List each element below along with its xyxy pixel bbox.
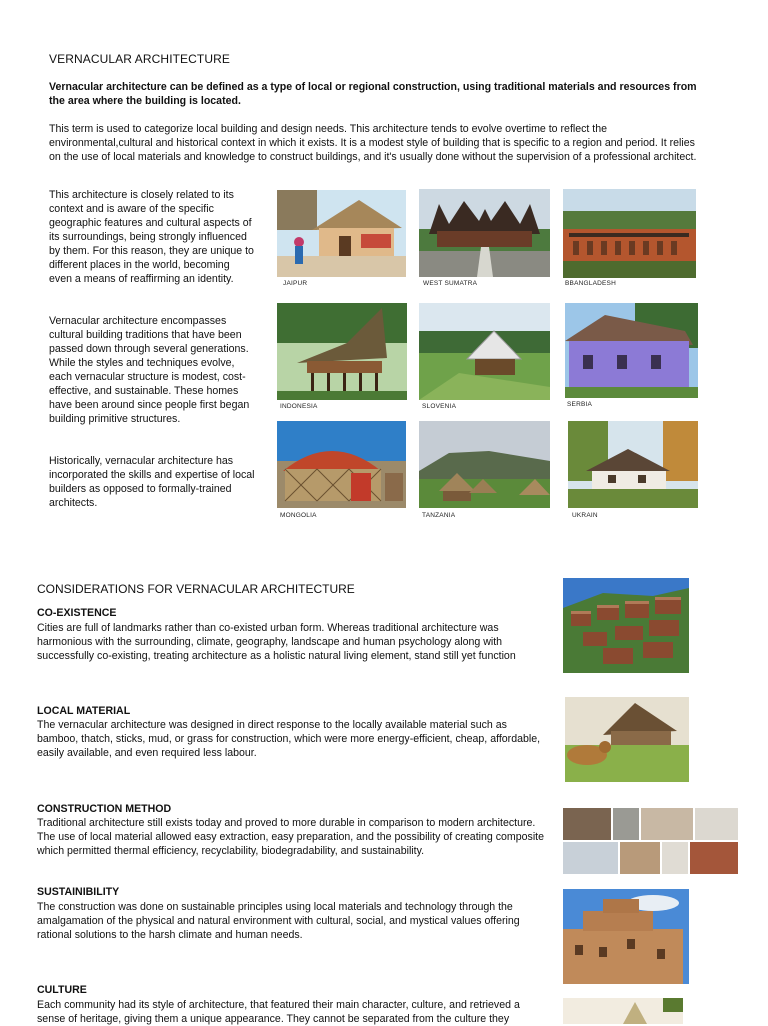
photo-serbia [565,303,698,398]
photo-jaipur [277,190,406,277]
column-paragraph: Vernacular architecture encompasses cultural building traditions that have been passed down through several generations. While the styles and techniques evolve, each vernacular structure is modest, cost-effective, and sustainable. These homes have been around since people first began building primitive structures. [49,315,250,425]
considerations-heading: CONSIDERATIONS FOR VERNACULAR ARCHITECTURE [37,582,355,596]
page-title: VERNACULAR ARCHITECTURE [49,52,230,66]
photo-sustainability [563,889,689,984]
caption-serbia: SERBIA [567,401,593,408]
photo-slovenia [419,303,550,400]
caption-mongolia: MONGOLIA [280,512,317,519]
photo-local-material [565,697,689,782]
section-title-construction-method: CONSTRUCTION METHOD [37,803,172,815]
section-title-culture: CULTURE [37,984,87,996]
photo-co-existence [563,578,689,673]
caption-tanzania: TANZANIA [422,512,456,519]
photo-tanzania [419,421,550,508]
caption-west-sumatra: WEST SUMATRA [423,280,478,287]
section-text-co-existence: Cities are full of landmarks rather than co-existed urban form. Whereas traditional architecture was harmonious with the surrounding, climate, geography, landscape and human psychology along with successfully co-existing, treating architecture as a holistic natural living element, stand still yet function [37,622,516,662]
caption-jaipur: JAIPUR [283,280,308,287]
section-title-local-material: LOCAL MATERIAL [37,705,131,717]
caption-bangladesh: BBANGLADESH [565,280,616,287]
section-text-local-material: The vernacular architecture was designed in direct response to the locally available material such as bamboo, thatch, sticks, mud, or grass for construction, which were more energy-efficient, cheap, affordable, easily available, and even required less labour. [37,719,541,759]
photo-culture [563,998,683,1024]
photo-mongolia [277,421,406,508]
photo-ukraine [568,421,698,508]
section-title-co-existence: CO-EXISTENCE [37,607,117,619]
caption-ukraine: UKRAIN [572,512,598,519]
section-text-culture: Each community had its style of architecture, that featured their main character, culture, and retrieved a sense of heritage, giving them a unique appearance. They cannot be separated from the culture they [37,999,520,1025]
caption-slovenia: SLOVENIA [422,403,457,410]
lead-paragraph: Vernacular architecture can be defined as a type of local or regional construction, using traditional materials and resources from the area where the building is located. [49,81,697,107]
caption-indonesia: INDONESIA [280,403,318,410]
photo-west-sumatra [419,189,550,277]
intro-paragraph: This term is used to categorize local building and design needs. This architecture tends to evolve overtime to reflect the environmental,cultural and historical context in which it exists. It is a modest style of building that is specific to a region and period. It relies on the use of local materials and knowledge to construct buildings, and it's usually done without the supervision of a professional architect. [49,123,697,163]
photo-indonesia [277,303,407,400]
section-text-sustainability: The construction was done on sustainable principles using local materials and technology through the amalgamation of the physical and natural environment with cultural, social, and mystical values offering rational solutions to the harsh climate and human needs. [37,901,520,941]
section-text-construction-method: Traditional architecture still exists today and proved to more durable in comparison to modern architecture. The use of local material allowed easy extraction, easy preparation, and the possibility of creating composite which permitted thermal efficiency, recyclability, biodegradability, and sustainability. [37,817,545,857]
photo-construction-method [563,808,738,874]
column-paragraph: Historically, vernacular architecture has incorporated the skills and expertise of local builders as opposed to formally-trained architects. [49,455,255,509]
column-paragraph: This architecture is closely related to its context and is aware of the specific geographic features and cultural aspects of its surroundings, being strongly influenced by them. For this reason, they are unique to different places in the world, becoming even a means of reaffirming an identity. [49,189,254,285]
section-title-sustainability: SUSTAINIBILITY [37,886,120,898]
photo-bangladesh [563,189,696,278]
